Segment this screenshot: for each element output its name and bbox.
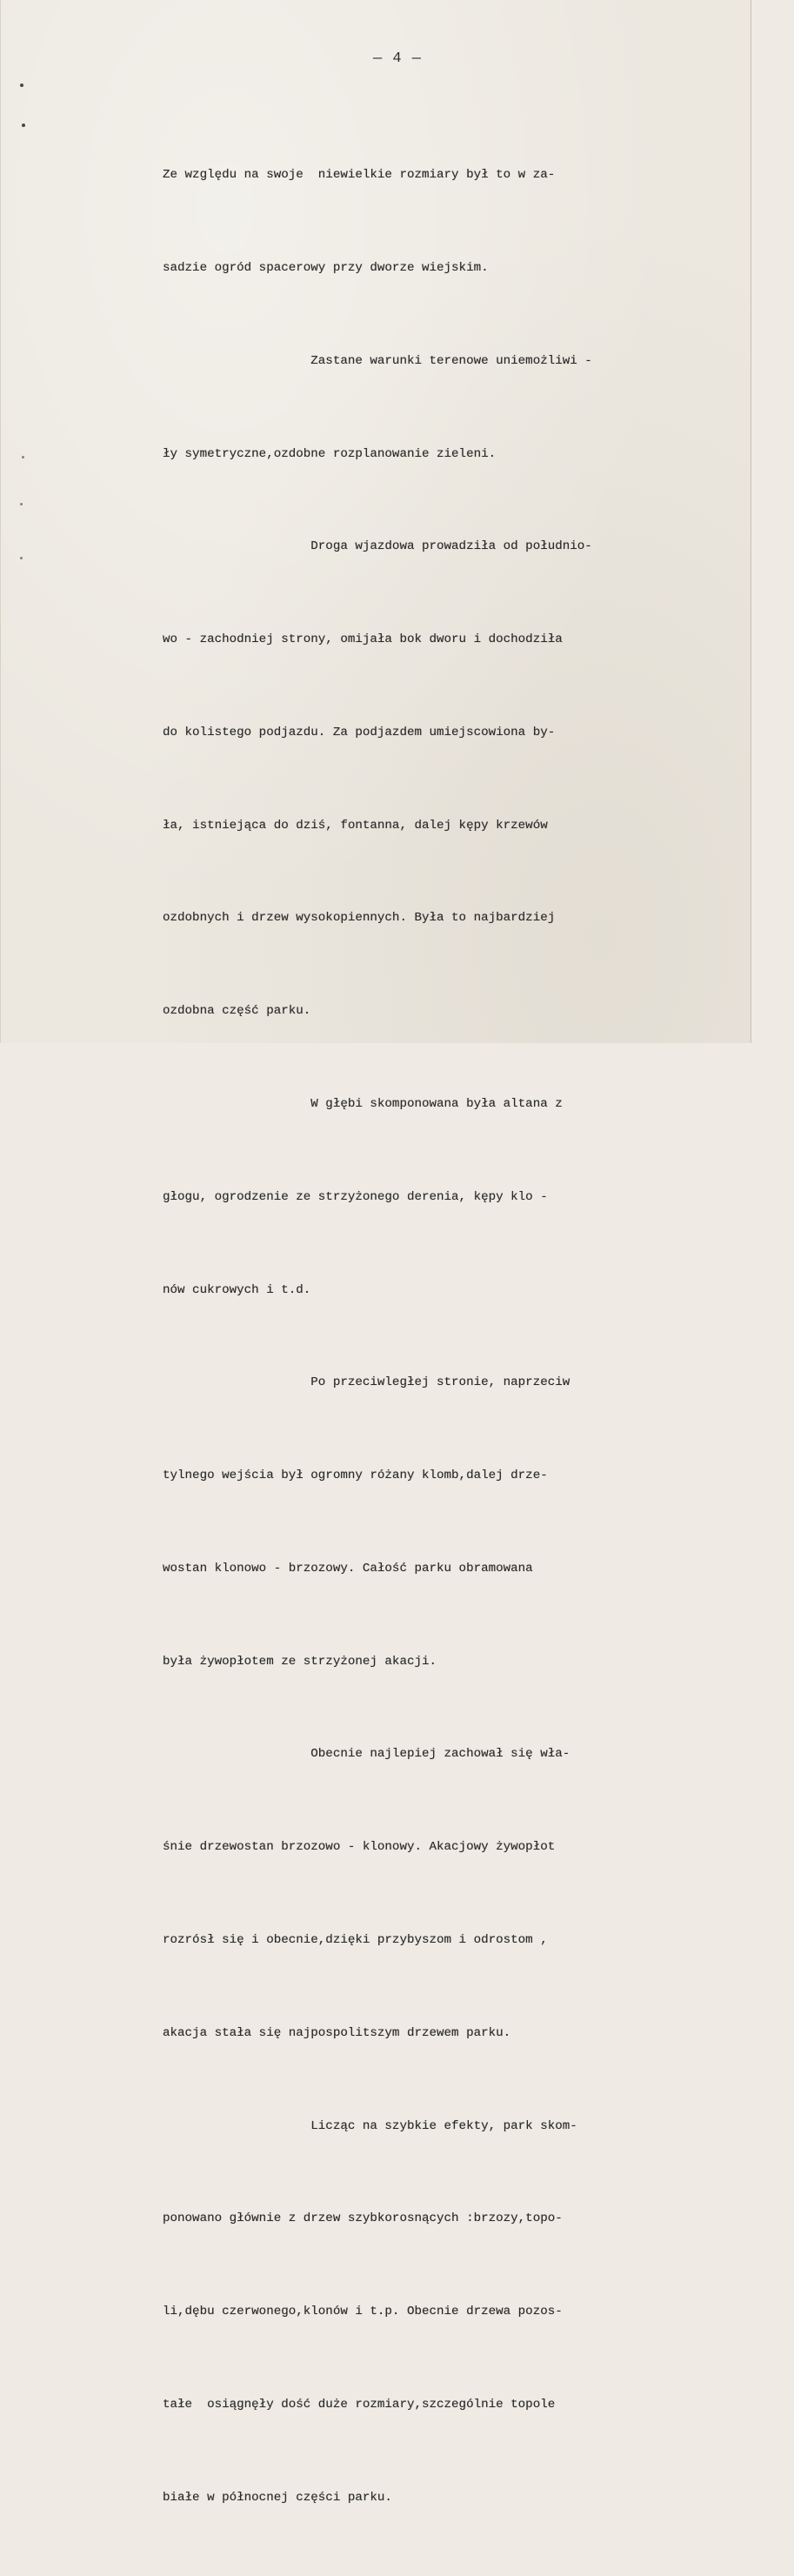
text-line: głogu, ogrodzenie ze strzyżonego derenia, kępy klo - [163,1189,548,1204]
text-line: białe w północnej części parku. [163,2490,392,2505]
binder-hole-mark [22,124,25,127]
text-line: Zastane warunki terenowe uniemożliwi - [163,353,592,368]
text-line: W głębi skomponowana była altana z [163,1097,563,1111]
body-text [163,98,684,2576]
text-line: śnie drzewostan brzozowo - klonowy. Akacjowy żywopłot [163,1840,556,1855]
text-line: sadzie ogród spacerowy przy dworze wiejskim. [163,260,489,275]
paper-speck [20,503,23,505]
page-number: — 4 — [372,50,422,67]
text-line: nów cukrowych i t.d. [163,1282,311,1297]
text-line: wo - zachodniej strony, omijała bok dworu i dochodziła [163,632,563,647]
binder-hole-mark [20,84,23,87]
text-line: Licząc na szybkie efekty, park skom- [163,2118,577,2133]
text-line: tałe osiągnęły dość duże rozmiary,szczególnie topole [163,2397,556,2412]
text-line: ozdobna część parku. [163,1004,311,1019]
text-line: rozrósł się i obecnie,dzięki przybyszom i odrostom , [163,1933,548,1948]
text-line: Droga wjazdowa prowadziła od południo- [163,539,592,554]
text-line: do kolistego podjazdu. Za podjazdem umiejscowiona by- [163,725,556,739]
text-line: ponowano głównie z drzew szybkorosnących :brzozy,topo- [163,2211,563,2226]
text-line: była żywopłotem ze strzyżonej akacji. [163,1654,437,1669]
text-line: tylnego wejścia był ogromny różany klomb,dalej drze- [163,1469,548,1483]
text-line: ły symetryczne,ozdobne rozplanowanie zieleni. [163,446,497,461]
text-line: ła, istniejąca do dziś, fontanna, dalej kępy krzewów [163,818,548,833]
text-line: Po przeciwległej stronie, naprzeciw [163,1375,570,1390]
text-line: Ze względu na swoje niewielkie rozmiary był to w za- [163,168,556,183]
text-line: wostan klonowo - brzozowy. Całość parku obramowana [163,1561,533,1576]
text-line: li,dębu czerwonego,klonów i t.p. Obecnie drzewa pozos- [163,2305,563,2319]
text-line: Obecnie najlepiej zachował się wła- [163,1747,570,1762]
paper-speck [22,456,24,458]
text-line: ozdobnych i drzew wysokopiennych. Była to najbardziej [163,911,556,926]
text-line: akacja stała się najpospolitszym drzewem parku. [163,2025,511,2040]
paper-speck [20,557,23,559]
